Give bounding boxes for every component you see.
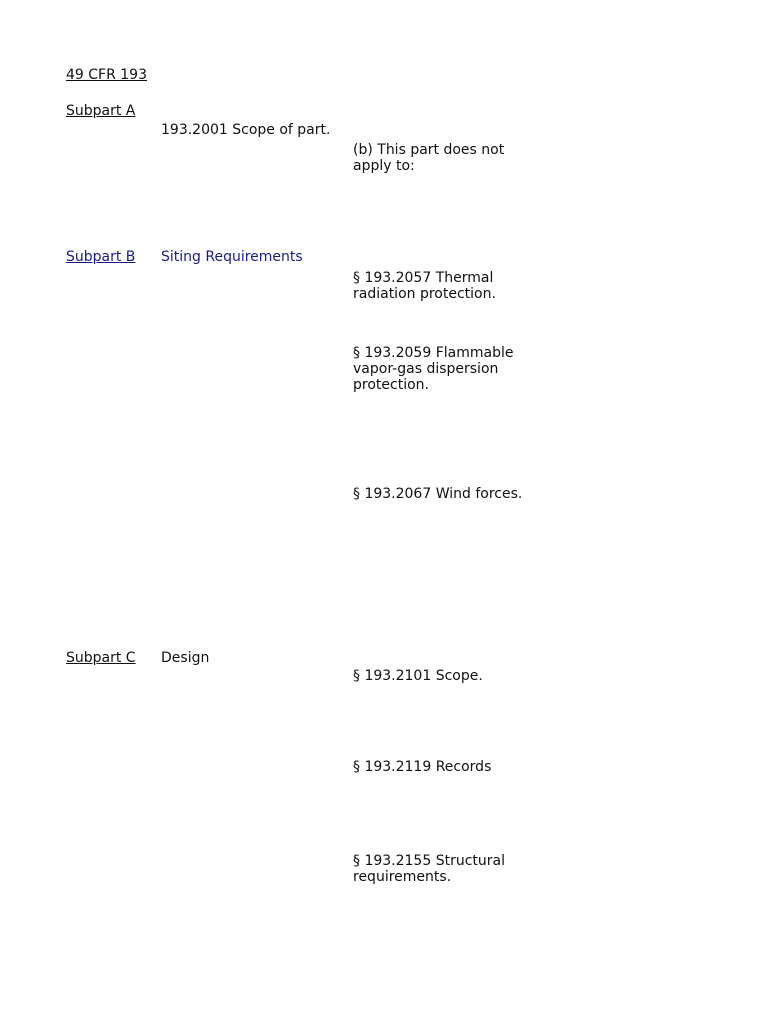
section-line: § 193.2155 Structural: [353, 853, 505, 869]
section-line: protection.: [353, 377, 429, 393]
section-193-2001: 193.2001 Scope of part.: [161, 122, 331, 138]
subpart-c-heading: Design: [161, 650, 210, 666]
document-title: 49 CFR 193: [66, 67, 147, 83]
section-line: § 193.2101 Scope.: [353, 668, 483, 684]
section-line: vapor-gas dispersion: [353, 361, 499, 377]
subpart-b-heading: Siting Requirements: [161, 249, 303, 265]
note-line: (b) This part does not: [353, 142, 505, 158]
section-line: radiation protection.: [353, 286, 496, 302]
subpart-a-label: Subpart A: [66, 103, 136, 119]
section-line: § 193.2057 Thermal: [353, 270, 494, 286]
section-line: § 193.2059 Flammable: [353, 345, 514, 361]
section-line: requirements.: [353, 869, 452, 885]
section-line: § 193.2067 Wind forces.: [353, 486, 523, 502]
subpart-b-link[interactable]: Subpart B: [66, 249, 136, 265]
note-line: apply to:: [353, 158, 415, 174]
section-line: § 193.2119 Records: [353, 759, 492, 775]
subpart-c-label: Subpart C: [66, 650, 136, 666]
